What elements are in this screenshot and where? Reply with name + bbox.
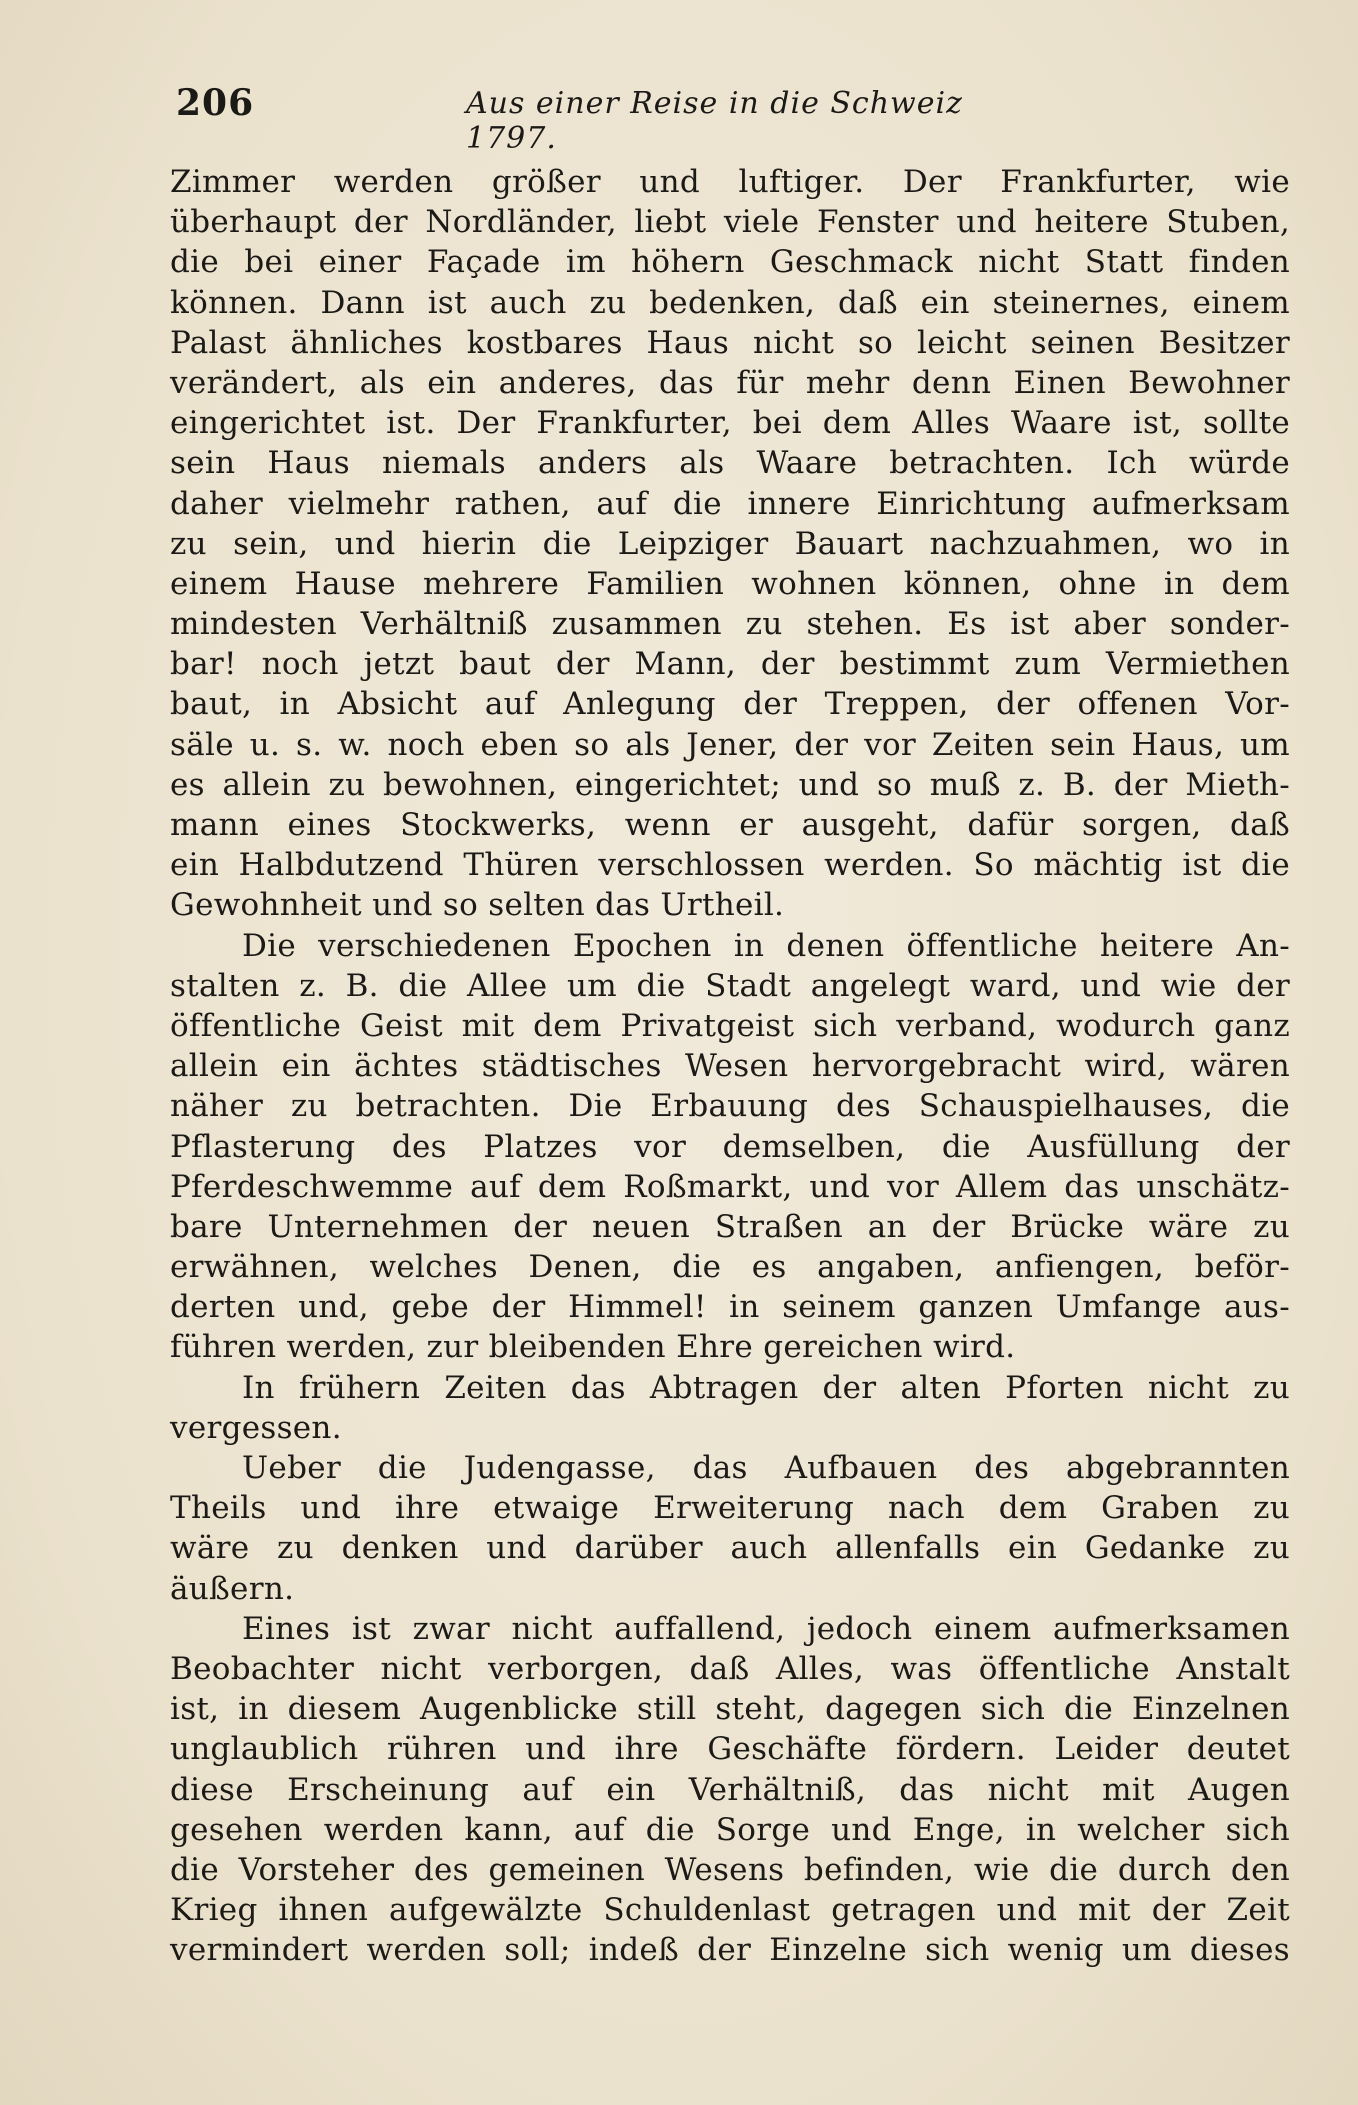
- text-line: Palast ähnliches kostbares Haus nicht so leicht seinen Besitzer: [170, 324, 1290, 361]
- text-line: bare Unternehmen der neuen Straßen an der Brücke wäre zu: [170, 1208, 1290, 1245]
- text-line: sein Haus niemals anders als Waare betrachten. Ich würde: [170, 445, 1290, 482]
- text-line: gesehen werden kann, auf die Sorge und Enge, in welcher sich: [170, 1811, 1290, 1848]
- paragraph: [170, 162, 1290, 926]
- text-line: Die verschiedenen Epochen in denen öffentliche heitere An-: [242, 927, 1290, 964]
- body-text: [170, 162, 1290, 1970]
- text-line: wäre zu denken und darüber auch allenfalls ein Gedanke zu: [170, 1530, 1290, 1567]
- text-line: Pferdeschwemme auf dem Roßmarkt, und vor Allem das unschätz-: [170, 1168, 1290, 1205]
- page-number: 206: [176, 82, 255, 124]
- text-line: es allein zu bewohnen, eingerichtet; und so muß z. B. der Mieth-: [170, 766, 1290, 803]
- text-line: näher zu betrachten. Die Erbauung des Schauspielhauses, die: [170, 1088, 1290, 1125]
- text-line: Gewohnheit und so selten das Urtheil.: [170, 887, 785, 924]
- text-line: äußern.: [170, 1570, 295, 1607]
- text-line: Eines ist zwar nicht auffallend, jedoch einem aufmerksamen: [242, 1610, 1290, 1647]
- paragraph: [170, 1609, 1290, 1971]
- text-line: verändert, als ein anderes, das für mehr denn Einen Bewohner: [170, 364, 1290, 401]
- paragraph: [170, 1368, 1290, 1448]
- text-line: zu sein, und hierin die Leipziger Bauart nachzuahmen, wo in: [170, 525, 1290, 562]
- text-line: erwähnen, welches Denen, die es angaben, anfiengen, beför-: [170, 1249, 1290, 1286]
- text-line: Zimmer werden größer und luftiger. Der Frankfurter, wie: [170, 164, 1290, 200]
- text-line: mann eines Stockwerks, wenn er ausgeht, dafür sorgen, daß: [170, 807, 1290, 843]
- text-line: Krieg ihnen aufgewälzte Schuldenlast getragen und mit der Zeit: [170, 1892, 1290, 1929]
- text-line: öffentliche Geist mit dem Privatgeist sich verband, wodurch ganz: [170, 1007, 1290, 1044]
- text-line: überhaupt der Nordländer, liebt viele Fenster und heitere Stuben,: [170, 204, 1290, 241]
- page-header: [176, 82, 1006, 156]
- text-line: säle u. s. w. noch eben so als Jener, der vor Zeiten sein Haus, um: [170, 726, 1290, 763]
- text-line: eingerichtet ist. Der Frankfurter, bei dem Alles Waare ist, sollte: [170, 405, 1290, 442]
- text-line: die Vorsteher des gemeinen Wesens befinden, wie die durch den: [170, 1851, 1290, 1888]
- text-line: unglaublich rühren und ihre Geschäfte fördern. Leider deutet: [170, 1731, 1290, 1768]
- text-line: führen werden, zur bleibenden Ehre gereichen wird.: [170, 1329, 1016, 1366]
- paragraph: [170, 926, 1290, 1368]
- text-line: ist, in diesem Augenblicke still steht, dagegen sich die Einzelnen: [170, 1691, 1290, 1728]
- text-line: daher vielmehr rathen, auf die innere Einrichtung aufmerksam: [170, 485, 1290, 522]
- text-line: vergessen.: [170, 1409, 342, 1446]
- text-line: In frühern Zeiten das Abtragen der alten Pforten nicht zu: [242, 1369, 1290, 1406]
- running-title: Aus einer Reise in die Schweiz 1797.: [466, 86, 963, 156]
- text-line: Beobachter nicht verborgen, daß Alles, was öffentliche Anstalt: [170, 1650, 1290, 1687]
- text-line: können. Dann ist auch zu bedenken, daß ein steinernes, einem: [170, 284, 1290, 321]
- text-line: einem Hause mehrere Familien wohnen können, ohne in dem: [170, 565, 1290, 602]
- text-line: baut, in Absicht auf Anlegung der Treppen, der offenen Vor-: [170, 686, 1290, 723]
- text-line: Theils und ihre etwaige Erweiterung nach dem Graben zu: [170, 1490, 1290, 1527]
- text-line: diese Erscheinung auf ein Verhältniß, das nicht mit Augen: [170, 1771, 1290, 1808]
- text-line: Ueber die Judengasse, das Aufbauen des abgebrannten: [242, 1450, 1290, 1486]
- text-line: Pflasterung des Platzes vor demselben, die Ausfüllung der: [170, 1128, 1290, 1165]
- text-line: bar! noch jetzt baut der Mann, der bestimmt zum Vermiethen: [170, 646, 1290, 683]
- text-line: ein Halbdutzend Thüren verschlossen werden. So mächtig ist die: [170, 847, 1290, 884]
- text-line: derten und, gebe der Himmel! in seinem ganzen Umfange aus-: [170, 1289, 1290, 1326]
- text-line: stalten z. B. die Allee um die Stadt angelegt ward, und wie der: [170, 967, 1290, 1004]
- paragraph: [170, 1448, 1290, 1609]
- text-line: allein ein ächtes städtisches Wesen hervorgebracht wird, wären: [170, 1048, 1290, 1085]
- text-line: vermindert werden soll; indeß der Einzelne sich wenig um dieses: [170, 1932, 1290, 1969]
- text-line: die bei einer Façade im höhern Geschmack nicht Statt finden: [170, 244, 1290, 281]
- text-line: mindesten Verhältniß zusammen zu stehen. Es ist aber sonder-: [170, 606, 1290, 643]
